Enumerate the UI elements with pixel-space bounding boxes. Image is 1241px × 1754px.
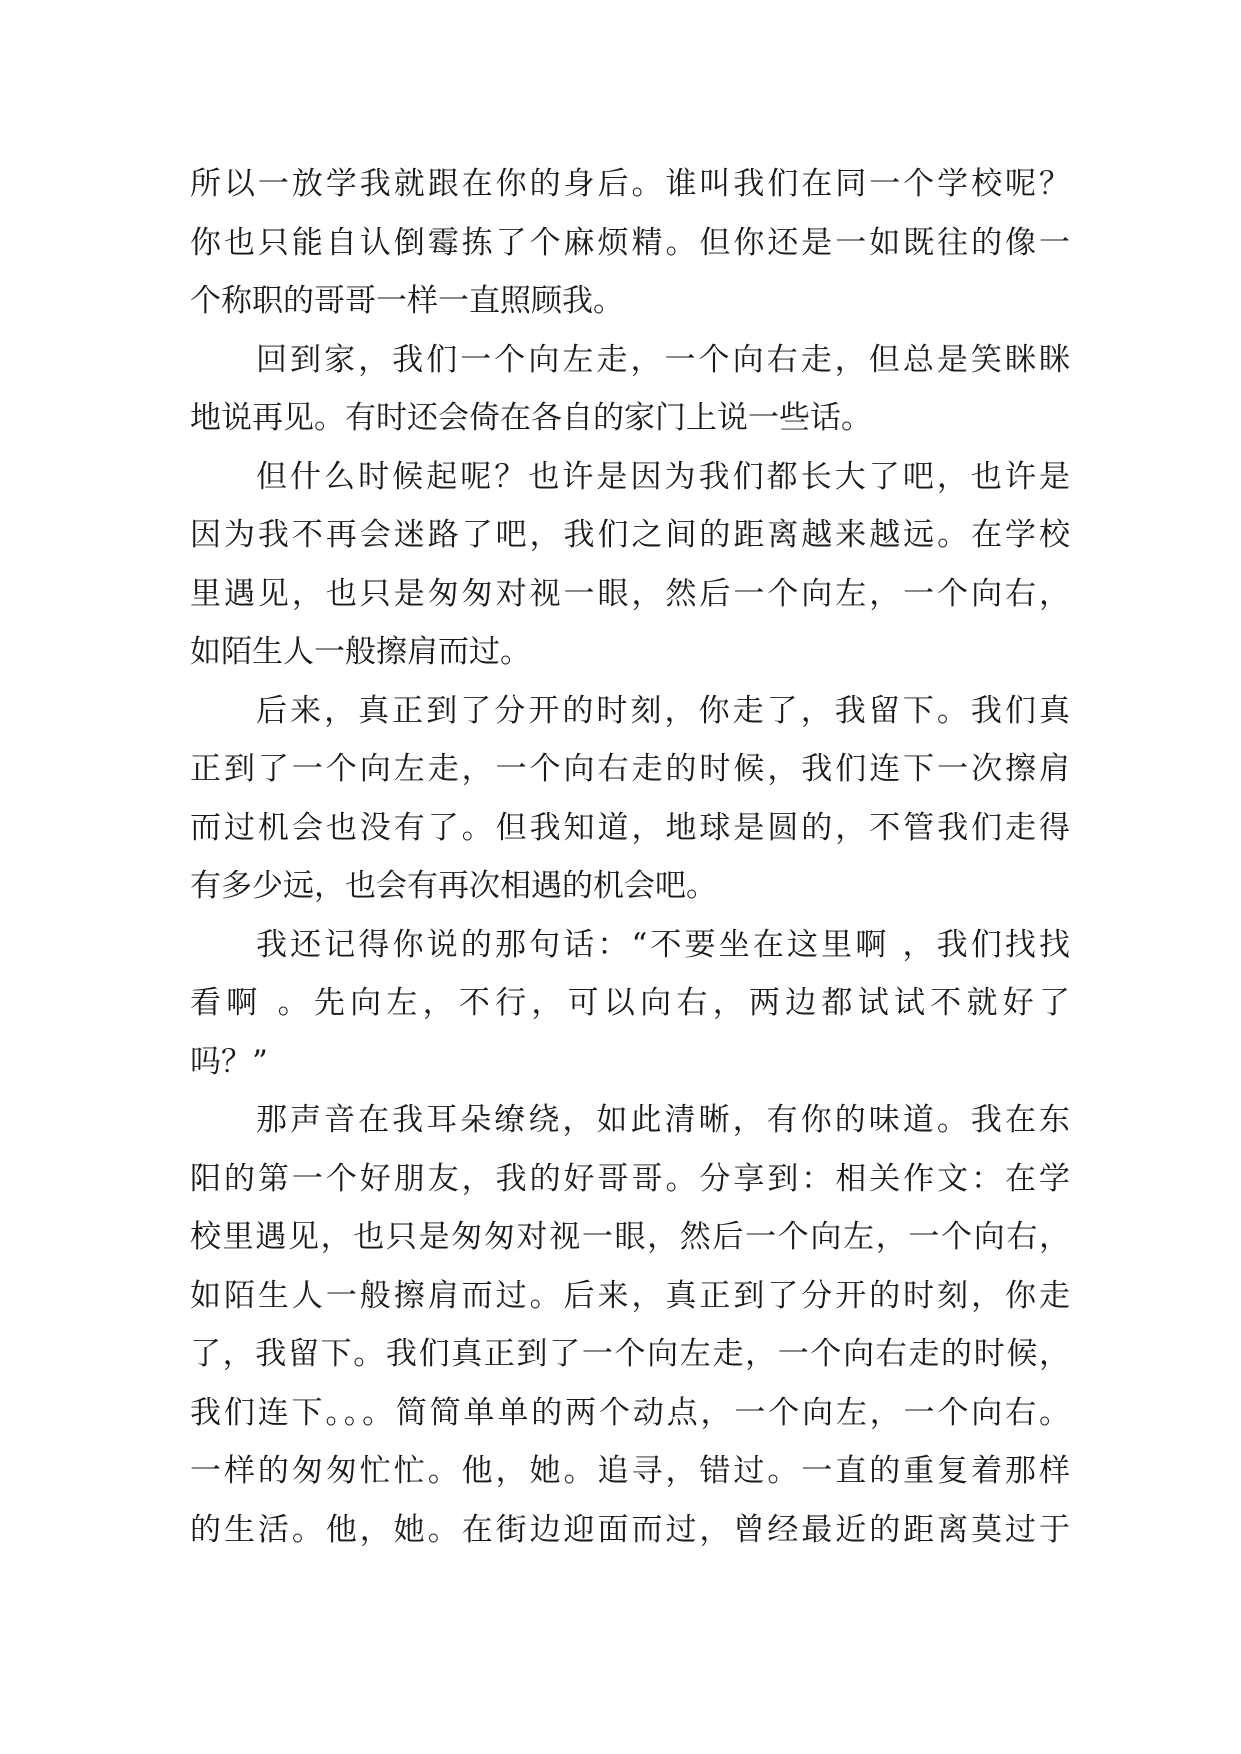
text-line: 的生活。他，她。在街边迎面而过，曾经最近的距离莫过于 xyxy=(190,1511,1070,1548)
paragraph-first-line: 回到家，我们一个向左走，一个向右走，但总是笑眯眯 xyxy=(256,341,1070,378)
text-line: 了，我留下。我们真正到了一个向左走，一个向右走的时候， xyxy=(190,1336,1070,1372)
text-line: 如陌生人一般擦肩而过。 xyxy=(190,634,531,670)
text-line: 正到了一个向左走，一个向右走的时候，我们连下一次擦肩 xyxy=(190,751,1070,787)
paragraph-first-line: 我还记得你说的那句话：“不要坐在这里啊 ，我们找找 xyxy=(256,926,1070,963)
text-line: 吗？” xyxy=(190,1043,268,1080)
text-line: 所以一放学我就跟在你的身后。谁叫我们在同一个学校呢？ xyxy=(190,166,1070,202)
text-line: 而过机会也没有了。但我知道，地球是圆的，不管我们走得 xyxy=(190,809,1070,846)
text-line: 有多少远，也会有再次相遇的机会吧。 xyxy=(190,868,717,904)
text-line: 我们连下。。。简简单单的两个动点，一个向左，一个向右。 xyxy=(190,1394,1070,1431)
text-line: 看啊 。先向左，不行，可以向右，两边都试试不就好了 xyxy=(190,985,1070,1021)
text-line: 一样的匆匆忙忙。他，她。追寻，错过。一直的重复着那样 xyxy=(190,1453,1070,1489)
text-line: 阳的第一个好朋友，我的好哥哥。分享到：相关作文：在学 xyxy=(190,1160,1070,1197)
text-line: 地说再见。有时还会倚在各自的家门上说一些话。 xyxy=(190,400,872,436)
text-line: 如陌生人一般擦肩而过。后来，真正到了分开的时刻，你走 xyxy=(190,1277,1070,1314)
text-line: 因为我不再会迷路了吧，我们之间的距离越来越远。在学校 xyxy=(190,517,1070,553)
paragraph-first-line: 后来，真正到了分开的时刻，你走了，我留下。我们真 xyxy=(256,692,1070,729)
text-line: 你也只能自认倒霉拣了个麻烦精。但你还是一如既往的像一 xyxy=(190,224,1070,261)
paragraph-first-line: 但什么时候起呢？也许是因为我们都长大了吧，也许是 xyxy=(256,458,1070,495)
paragraph-first-line: 那声音在我耳朵缭绕，如此清晰，有你的味道。我在东 xyxy=(256,1102,1070,1138)
body-text xyxy=(190,155,1070,1559)
text-line: 里遇见，也只是匆匆对视一眼，然后一个向左，一个向右， xyxy=(190,575,1070,612)
text-line: 个称职的哥哥一样一直照顾我。 xyxy=(190,283,624,319)
text-line: 校里遇见，也只是匆匆对视一眼，然后一个向左，一个向右， xyxy=(190,1219,1070,1255)
